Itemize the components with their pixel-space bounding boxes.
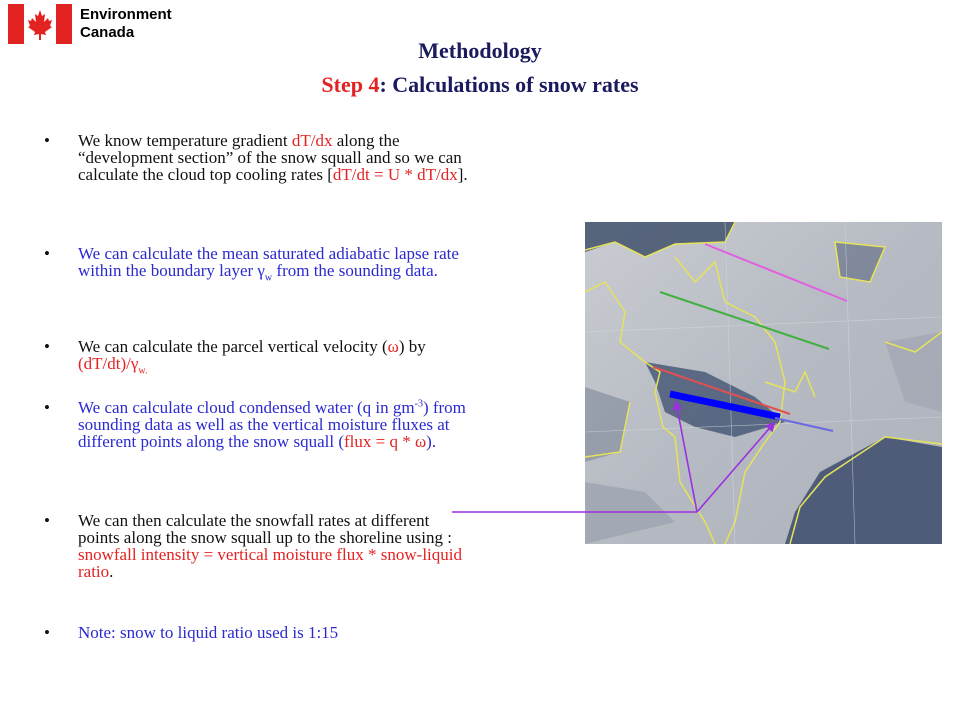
bullet-dot: • (44, 244, 50, 263)
bullet-text (78, 132, 468, 183)
bullet-text-part: . (109, 562, 114, 581)
bullet-formula: snowfall intensity = vertical moisture flux * snow-liquid ratio (78, 545, 463, 581)
bullet-highlight: dT/dx (291, 131, 333, 150)
bullet-text-part: We can calculate the parcel vertical velocity ( (78, 337, 388, 356)
step-description: : Calculations of snow rates (379, 72, 639, 97)
bullet-text-part: ) from sounding data as well as the vertical moisture fluxes at different points along the snow squall ( (78, 398, 466, 451)
bullet-text: Note: snow to liquid ratio used is 1:15 (78, 623, 339, 642)
bullet-dot: • (44, 131, 50, 150)
bullet-text (78, 512, 468, 580)
bullet-text-part: ]. (457, 165, 468, 184)
superscript: -3 (414, 398, 423, 410)
bullet-text-part: along the “development section” of the snow squall and so we can calculate the cloud top cooling rates [ (78, 131, 462, 184)
logo-line1: Environment (80, 6, 172, 23)
bullet-formula: (dT/dt)/γ (78, 354, 139, 373)
bullet-text-part: ). (426, 432, 437, 451)
step-label: Step 4 (321, 72, 380, 97)
bullet-formula: flux = q * ω (343, 432, 427, 451)
subscript: w. (138, 365, 148, 377)
bullet-highlight: ω (387, 337, 399, 356)
bullet-dot: • (44, 337, 50, 356)
bullet-dot: • (44, 511, 50, 530)
bullet-text-part: from the sounding data. (272, 261, 438, 280)
logo-line2: Canada (80, 24, 135, 41)
satellite-image (585, 222, 942, 544)
bullet-text (78, 399, 468, 450)
bullet-dot: • (44, 623, 50, 642)
slide-subtitle (0, 72, 960, 98)
subscript: w (264, 272, 273, 284)
bullet-text-part: We can calculate cloud condensed water (q in gm (78, 398, 415, 417)
bullet-text (78, 337, 468, 377)
bullet-text-part: We can calculate the mean saturated adiabatic lapse rate within the boundary layer γ (78, 244, 459, 280)
bullet-text-part: We can then calculate the snowfall rates at different points along the snow squall up to the shoreline using : (78, 511, 452, 547)
bullet-text (78, 244, 468, 284)
bullet-text-part: ) by (398, 337, 426, 356)
bullet-dot: • (44, 398, 50, 417)
bullet-text-part: We know temperature gradient (78, 131, 292, 150)
logo-text (80, 6, 172, 42)
bullet-formula: dT/dt = U * dT/dx (332, 165, 458, 184)
slide-title: Methodology (418, 38, 542, 63)
